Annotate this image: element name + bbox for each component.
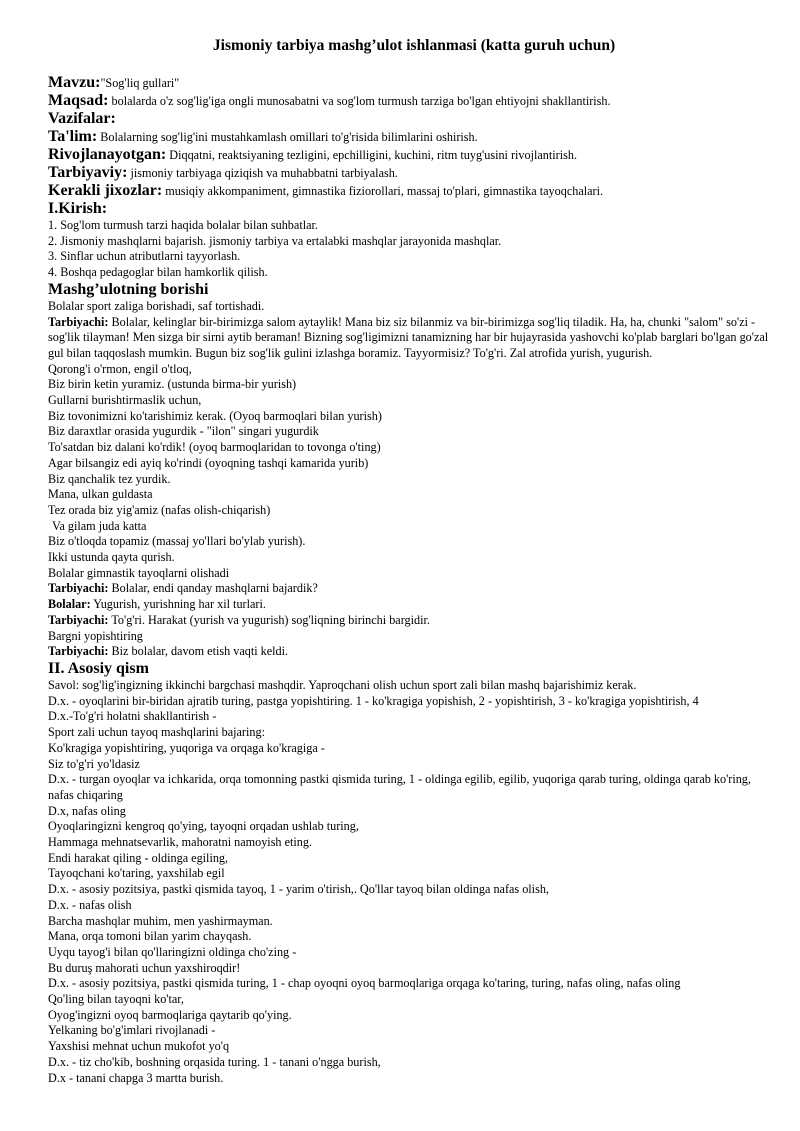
task-label: Kerakli jixozlar: xyxy=(48,182,163,199)
line-text: D.x, nafas oling xyxy=(48,803,126,818)
line-text: D.x. - oyoqlarini bir-biridan ajratib turing, pastga yopishtiring. 1 - ko'kragiga yopishish, 2 - yopishtirish, 3 - ko'kragiga yopishtirish, 4 xyxy=(48,693,699,708)
text-line xyxy=(48,914,776,930)
line-text: Biz qanchalik tez yurdik. xyxy=(48,471,171,486)
text-line xyxy=(48,678,776,694)
task-line xyxy=(48,128,776,146)
task-label: Tarbiyaviy: xyxy=(48,164,128,181)
text-line xyxy=(48,1023,776,1039)
task-label: Rivojlanayotgan: xyxy=(48,146,167,163)
text-line xyxy=(48,804,776,820)
line-text: Oyoqlaringizni kengroq qo'ying, tayoqni orqadan ushlab turing, xyxy=(48,819,359,834)
intro-item: 2. Jismoniy mashqlarni bajarish. jismoniy tarbiya va ertalabki mashqlar jarayonida mashqlar. xyxy=(48,233,502,248)
line-text: Ko'kragiga yopishtiring, yuqoriga va orqaga ko'kragiga - xyxy=(48,740,325,755)
speaker-label: Bolalar: xyxy=(48,597,91,612)
line-text: Uyqu tayog'i bilan qo'llaringizni oldinga cho'zing - xyxy=(48,944,297,959)
dialogue-line xyxy=(48,613,776,629)
task-line xyxy=(48,164,776,182)
line-text: Yugurish, yurishning har xil turlari. xyxy=(90,597,266,612)
line-text: D.x. - asosiy pozitsiya, pastki qismida turing, 1 - chap oyoqni oyoq barmoqlariga orqaga ko'taring, turing, nafas oling, nafas oling xyxy=(48,976,681,991)
text-line xyxy=(48,866,776,882)
text-line xyxy=(48,961,776,977)
line-text: To'satdan biz dalani ko'rdik! (oyoq barmoqlaridan to tovonga o'ting) xyxy=(48,440,381,455)
text-line xyxy=(48,882,776,898)
text-line xyxy=(48,929,776,945)
task-text: Diqqatni, reaktsiyaning tezligini, epchilligini, kuchini, ritm tuyg'usini rivojlantirish. xyxy=(166,148,577,162)
text-line xyxy=(48,741,776,757)
intro-item: 1. Sog'lom turmush tarzi haqida bolalar bilan suhbatlar. xyxy=(48,218,318,232)
text-line xyxy=(48,566,776,582)
line-text: Tez orada biz yig'amiz (nafas olish-chiqarish) xyxy=(48,502,271,517)
task-text: Bolalarning sog'lig'ini mustahkamlash omillari to'g'risida bilimlarini oshirish. xyxy=(97,130,478,144)
line-text: D.x - tanani chapga 3 martta burish. xyxy=(48,1070,224,1085)
lesson-course-section xyxy=(48,299,776,660)
text-line xyxy=(48,694,776,710)
text-line xyxy=(48,976,776,992)
line-text: Oyog'ingizni oyoq barmoqlariga qaytarib qo'ying. xyxy=(48,1007,292,1022)
line-text: Qorong'i o'rmon, engil o'tloq, xyxy=(48,361,192,376)
line-text: Gullarni burishtirmaslik uchun, xyxy=(48,393,202,408)
line-text: Bargni yopishtiring xyxy=(48,628,143,643)
line-text: To'g'ri. Harakat (yurish va yugurish) sog'liqning birinchi bargidir. xyxy=(108,612,430,627)
text-line xyxy=(48,1055,776,1071)
line-text: Biz o'tloqda topamiz (massaj yo'llari bo'ylab yurish). xyxy=(48,534,306,549)
text-line xyxy=(48,393,776,409)
text-line xyxy=(48,503,776,519)
line-text: Tayoqchani ko'taring, yaxshilab egil xyxy=(48,866,225,881)
dialogue-line xyxy=(48,644,776,660)
text-line xyxy=(48,851,776,867)
line-text: D.x. - tiz cho'kib, boshning orqasida turing. 1 - tanani o'ngga burish, xyxy=(48,1054,381,1069)
line-text: Mana, ulkan guldasta xyxy=(48,487,153,502)
line-text: Biz bolalar, davom etish vaqti keldi. xyxy=(108,644,289,659)
intro-list xyxy=(48,218,776,281)
goal-label: Maqsad: xyxy=(48,92,109,109)
tasks-heading: Vazifalar: xyxy=(48,110,116,127)
intro-item: 3. Sinflar uchun atributlarni tayyorlash. xyxy=(48,249,241,264)
document-page xyxy=(48,36,776,1086)
text-line xyxy=(48,362,776,378)
text-line xyxy=(48,1071,776,1087)
task-line xyxy=(48,146,776,164)
line-text: Sport zali uchun tayoq mashqlarini bajaring: xyxy=(48,725,265,740)
text-line xyxy=(48,377,776,393)
main-part-section xyxy=(48,678,776,1086)
speaker-label: Tarbiyachi: xyxy=(48,612,109,627)
intro-item: 4. Boshqa pedagoglar bilan hamkorlik qilish. xyxy=(48,265,268,280)
tasks-list xyxy=(48,128,776,200)
line-text: D.x. - nafas olish xyxy=(48,897,132,912)
line-text: Va gilam juda katta xyxy=(52,518,147,533)
topic-label: Mavzu: xyxy=(48,74,101,91)
text-line xyxy=(48,992,776,1008)
line-text: Bolalar gimnastik tayoqlarni olishadi xyxy=(48,565,230,580)
line-text: Yelkaning bo'g'imlari rivojlanadi - xyxy=(48,1023,216,1038)
text-line xyxy=(48,945,776,961)
line-text: Biz birin ketin yuramiz. (ustunda birma-bir yurish) xyxy=(48,377,297,392)
text-line xyxy=(48,629,776,645)
text-line xyxy=(48,487,776,503)
dialogue-line xyxy=(48,581,776,597)
line-text: Biz tovonimizni ko'tarishimiz kerak. (Oyoq barmoqlari bilan yurish) xyxy=(48,408,382,423)
text-line xyxy=(48,409,776,425)
topic-text: "Sog'liq gullari" xyxy=(100,76,180,90)
line-text: Barcha mashqlar muhim, men yashirmayman. xyxy=(48,913,273,928)
line-text: D.x. - turgan oyoqlar va ichkarida, orqa tomonning pastki qismida turing, 1 - oldinga egilib, egilib, yuqoriga qarab turing, oldinga qarab ko'ring, nafas chiqaring xyxy=(48,772,751,802)
text-line xyxy=(48,1039,776,1055)
text-line xyxy=(48,299,776,315)
line-text: D.x.-To'g'ri holatni shakllantirish - xyxy=(48,709,217,724)
text-line xyxy=(48,819,776,835)
text-line xyxy=(48,1008,776,1024)
dialogue-line xyxy=(48,597,776,613)
text-line xyxy=(48,519,776,535)
line-text: Hammaga mehnatsevarlik, mahoratni namoyish eting. xyxy=(48,835,312,850)
text-line xyxy=(48,456,776,472)
intro-heading: I.Kirish: xyxy=(48,200,108,217)
goal-line xyxy=(48,92,776,110)
main-part-heading: II. Asosiy qism xyxy=(48,659,149,677)
line-text: Savol: sog'lig'ingizning ikkinchi bargchasi mashqdir. Yaproqchani olish uchun sport zali bilan mashq bajarishimiz kerak. xyxy=(48,677,637,692)
text-line xyxy=(48,424,776,440)
text-line xyxy=(48,835,776,851)
text-line xyxy=(48,757,776,773)
text-line xyxy=(48,472,776,488)
dialogue-line xyxy=(48,315,776,362)
line-text: Bolalar, kelinglar bir-birimizga salom aytaylik! Mana biz siz bilanmiz va bir-birimizga sog'liq tiladik. Ha, ha, chunki "salom" so'zi - sog'lik tilayman! Men sizga bir sirni aytib beraman! Bizning sog'ligimizni tanamizning har bir hujayrasida yashovchi ko'plab barglari bo'lgan go'zal gul bilan taqqoslash mumkin. Bugun biz sog'lik gulini izlashga boramiz. Tayyormisiz? To'g'ri. Zal atrofida yurish, yugurish. xyxy=(48,314,769,360)
line-text: Endi harakat qiling - oldinga egiling, xyxy=(48,850,229,865)
task-label: Ta'lim: xyxy=(48,128,98,145)
line-text: Bolalar, endi qanday mashqlarni bajardik? xyxy=(108,581,318,596)
speaker-label: Tarbiyachi: xyxy=(48,581,109,596)
speaker-label: Tarbiyachi: xyxy=(48,644,109,659)
text-line xyxy=(48,440,776,456)
goal-text: bolalarda o'z sog'lig'iga ongli munosabatni va sog'lom turmush tarziga bo'lgan ehtiyojni shakllantirish. xyxy=(108,94,611,108)
line-text: Agar bilsangiz edi ayiq ko'rindi (oyoqning tashqi kamarida yurib) xyxy=(48,455,369,470)
line-text: Bu duruş mahorati uchun yaxshiroqdir! xyxy=(48,960,241,975)
line-text: Ikki ustunda qayta qurish. xyxy=(48,550,175,565)
text-line xyxy=(48,898,776,914)
line-text: Yaxshisi mehnat uchun mukofot yo'q xyxy=(48,1039,230,1054)
topic-line xyxy=(48,74,776,92)
text-line xyxy=(48,772,776,803)
line-text: Qo'ling bilan tayoqni ko'tar, xyxy=(48,992,184,1007)
document-title: Jismoniy tarbiya mashg’ulot ishlanmasi (katta guruh uchun) xyxy=(212,37,616,54)
text-line xyxy=(48,550,776,566)
text-line xyxy=(48,534,776,550)
line-text: Mana, orqa tomoni bilan yarim chayqash. xyxy=(48,929,252,944)
text-line xyxy=(48,725,776,741)
line-text: Bolalar sport zaliga borishadi, saf tortishadi. xyxy=(48,298,265,313)
speaker-label: Tarbiyachi: xyxy=(48,314,109,329)
task-text: musiqiy akkompaniment, gimnastika fiziorollari, massaj to'plari, gimnastika tayoqchalari. xyxy=(162,184,604,198)
line-text: D.x. - asosiy pozitsiya, pastki qismida tayoq, 1 - yarim o'tirish,. Qo'llar tayoq bilan oldinga nafas olish, xyxy=(48,882,549,897)
line-text: Siz to'g'ri yo'ldasiz xyxy=(48,756,140,771)
lesson-course-heading: Mashg’ulotning borishi xyxy=(48,280,209,298)
task-line xyxy=(48,182,776,200)
task-text: jismoniy tarbiyaga qiziqish va muhabbatni tarbiyalash. xyxy=(127,166,398,180)
line-text: Biz daraxtlar orasida yugurdik - "ilon" singari yugurdik xyxy=(48,424,319,439)
text-line xyxy=(48,709,776,725)
